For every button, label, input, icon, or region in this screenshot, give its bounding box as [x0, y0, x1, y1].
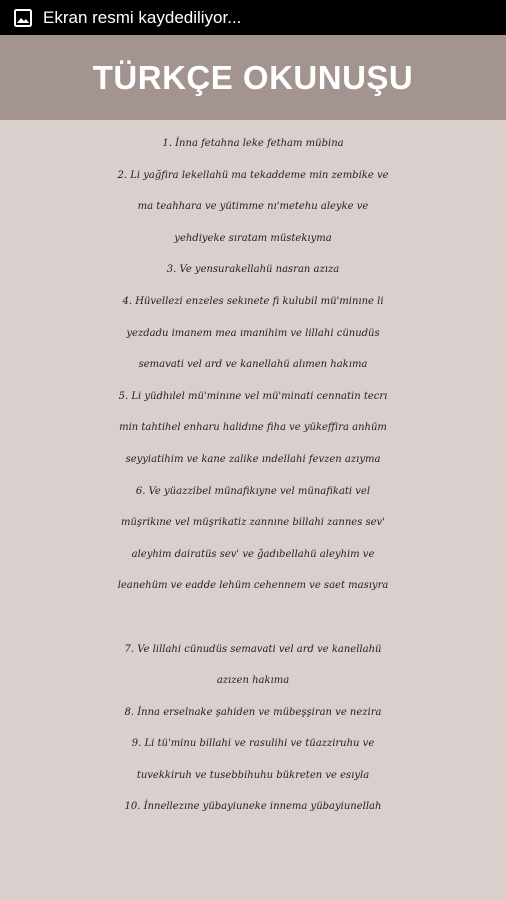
status-bar: [0, 0, 506, 35]
verse-line: 8. İnna erselnake şahiden ve mübeşşiran ve nezira: [124, 706, 382, 718]
verse-line: yehdiyeke sıratam müstekıyma: [174, 232, 332, 244]
verse-line: aleyhim dairatüs sev' ve ğadıbellahü aleyhim ve: [131, 548, 375, 560]
verse-line: 6. Ve yüazzibel münafikıyne vel münafikati vel: [135, 485, 371, 497]
page-title: TÜRKÇE OKUNUŞU: [92, 58, 414, 96]
header: [0, 35, 506, 120]
verse-line: ma teahhara ve yütimme nı'metehu aleyke ve: [137, 201, 369, 213]
image-icon: [13, 8, 33, 28]
verse-line: müşrikıne vel müşrikatiz zannıne billahi zannes sev': [121, 517, 385, 529]
verse-line: 2. Li yağfira lekellahü ma tekaddeme min zembike ve: [117, 169, 389, 181]
verse-line: 10. İnnellezıne yübayiuneke innema yübayiunellah: [124, 801, 382, 813]
verse-line: 9. Li tü'minu billahi ve rasulihi ve tüazziruhu ve: [131, 738, 375, 750]
verse-line: 7. Ve lillahi cünudüs semavati vel ard ve kanellahü: [124, 643, 382, 655]
verse-list[interactable]: [0, 128, 506, 900]
verse-line: yezdadu imanem mea ımanihim ve lillahi cünudüs: [126, 327, 380, 339]
verse-line: 4. Hüvellezi enzeles sekınete fi kulubil mü'minıne li: [122, 295, 384, 307]
verse-line: seyyiatihim ve kane zalike ındellahi fevzen azıyma: [125, 453, 381, 465]
status-text: Ekran resmi kaydediliyor...: [43, 7, 242, 27]
verse-line: azızen hakıma: [216, 675, 290, 687]
verse-line: 1. İnna fetahna leke fetham mübina: [162, 138, 344, 149]
verse-line: semavati vel ard ve kanellahü alımen hakıma: [138, 359, 368, 371]
verse-line: 5. Li yüdhılel mü'minıne vel mü'minati cennatin tecrı: [118, 390, 388, 402]
verse-line: 3. Ve yensurakellahü nasran azıza: [166, 264, 340, 276]
verse-line: leanehüm ve eadde lehüm cehennem ve saet masıyra: [117, 580, 389, 592]
verse-line: tuvekkiruh ve tusebbihuhu bükreten ve esıyla: [136, 769, 370, 781]
verse-line: min tahtihel enharu halidıne fiha ve yükeffira anhüm: [119, 422, 387, 434]
blank-line: [0, 602, 506, 634]
